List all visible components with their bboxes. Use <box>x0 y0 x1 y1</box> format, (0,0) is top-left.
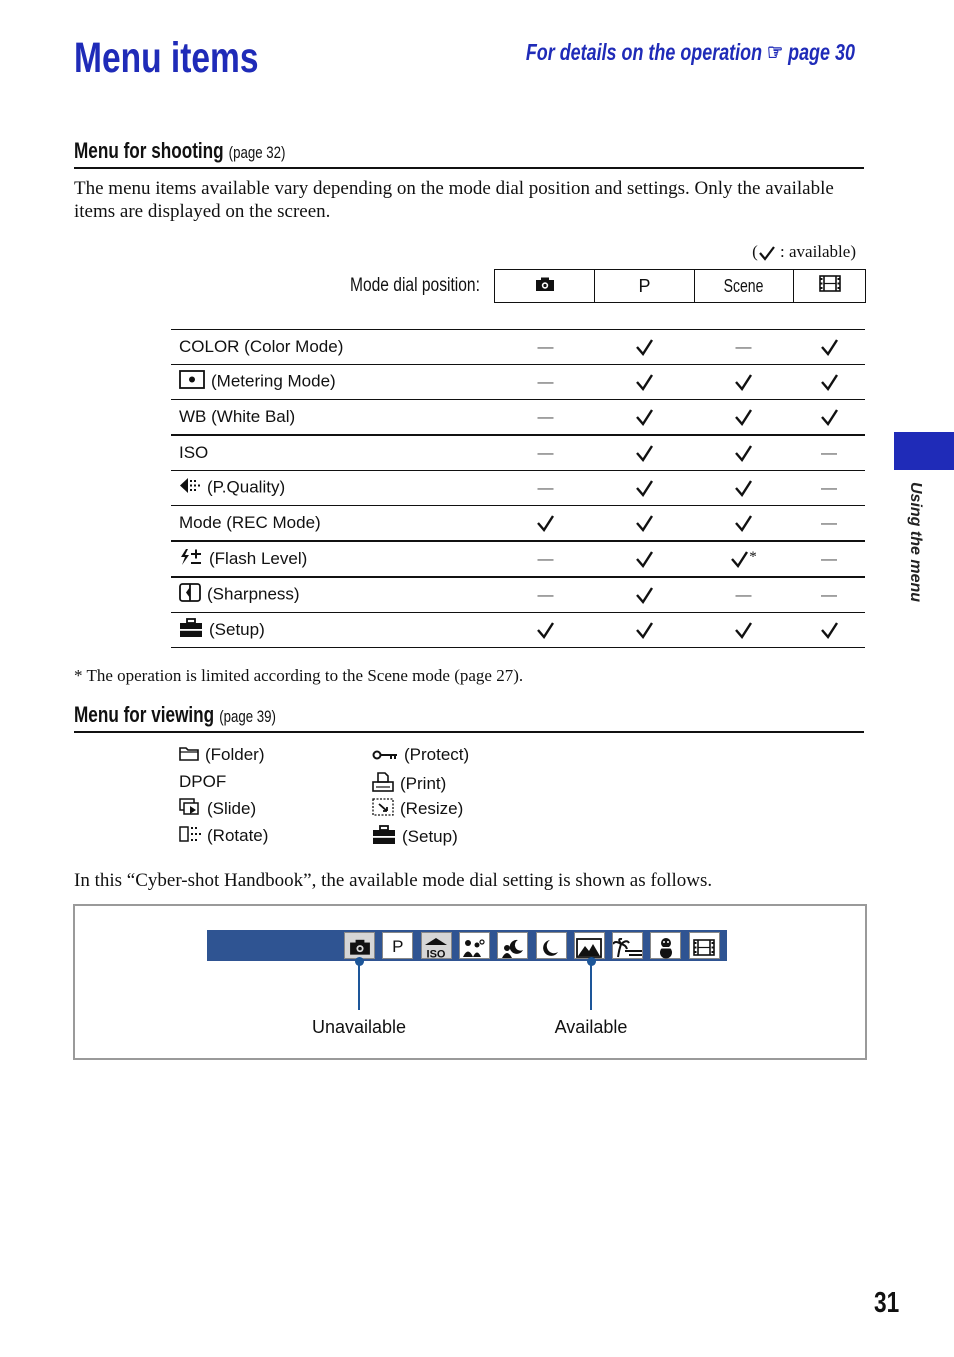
availability-cell <box>595 541 694 577</box>
check-icon <box>635 550 654 569</box>
mode-dial-cell <box>612 932 643 959</box>
availability-cell <box>694 435 793 471</box>
check-icon <box>734 408 753 427</box>
page-title: Menu items <box>74 34 259 82</box>
availability-cell <box>694 400 793 436</box>
footnote: * The operation is limited according to the Scene mode (page 27). <box>74 666 524 685</box>
print-icon <box>372 772 394 797</box>
check-icon <box>758 245 776 262</box>
availability-cell <box>595 330 694 365</box>
table-row <box>171 471 865 506</box>
viewing-menu-heading: Menu for viewing (page 39) <box>74 702 864 733</box>
menu-item-label: (Flash Level) <box>209 548 308 568</box>
movie-icon <box>819 275 841 292</box>
availability-cell <box>793 400 865 436</box>
mode-movie <box>794 270 866 303</box>
mode-dial-cell <box>650 932 681 959</box>
mode-dial-label: Mode dial position: <box>350 275 480 296</box>
unavailable-dash: — <box>537 445 554 462</box>
menu-item-label: Mode (REC Mode) <box>179 513 321 532</box>
rotate-icon <box>179 825 201 848</box>
mode-dial-cell-label: P <box>392 937 404 956</box>
mode-auto <box>495 270 595 303</box>
landscape-icon <box>576 938 602 958</box>
list-item <box>179 772 226 792</box>
unavailable-dash: — <box>537 587 554 604</box>
availability-cell <box>496 400 595 436</box>
availability-cell <box>595 506 694 542</box>
check-icon <box>536 621 555 640</box>
check-icon <box>734 444 753 463</box>
availability-cell <box>694 613 793 648</box>
footnote-marker: * <box>749 548 757 565</box>
check-icon <box>820 373 839 392</box>
available-label: Available <box>554 1017 628 1037</box>
table-row <box>171 506 865 542</box>
list-item <box>372 798 463 821</box>
soft-snap-icon <box>462 938 486 958</box>
side-tab-label: Using the menu <box>907 482 924 603</box>
availability-cell <box>694 330 793 365</box>
list-item <box>372 825 458 850</box>
availability-cell <box>694 365 793 400</box>
check-icon <box>734 514 753 533</box>
table-row <box>171 541 865 577</box>
menu-item-name <box>171 541 496 577</box>
list-item-label: (Resize) <box>400 798 464 818</box>
list-item <box>179 745 265 766</box>
unavailable-dash: — <box>537 551 554 568</box>
slide-icon <box>179 798 201 821</box>
mode-dial-bar <box>207 930 727 961</box>
check-icon <box>635 444 654 463</box>
availability-cell <box>496 577 595 613</box>
setup-icon <box>179 618 203 643</box>
snow-icon <box>656 937 676 959</box>
protect-icon <box>372 746 398 766</box>
side-tab-marker <box>894 432 954 470</box>
check-icon <box>635 373 654 392</box>
menu-item-label: (Sharpness) <box>207 584 300 604</box>
check-icon <box>635 621 654 640</box>
unavailable-dash: — <box>821 445 837 462</box>
menu-item-name <box>171 400 496 436</box>
mode-dial-cell <box>344 932 375 959</box>
availability-cell <box>793 365 865 400</box>
twilight-portrait-icon <box>501 938 525 958</box>
availability-legend: ( : available) <box>752 242 856 261</box>
unavailable-dash: — <box>735 587 752 604</box>
availability-cell <box>496 613 595 648</box>
pointer-line <box>358 962 360 1010</box>
unavailable-dash: — <box>821 587 837 604</box>
list-item-label: (Protect) <box>404 745 470 764</box>
availability-cell <box>496 330 595 365</box>
handbook-note: In this “Cyber-shot Handbook”, the available mode dial setting is shown as follows. <box>74 870 713 891</box>
high-sensitivity-icon <box>423 937 449 959</box>
operation-reference: For details on the operation ☞ page 30 <box>525 39 855 65</box>
list-item-label: (Print) <box>400 773 447 793</box>
menu-item-label: WB (White Bal) <box>179 407 296 426</box>
pointer-line <box>590 962 592 1010</box>
list-item <box>179 825 268 848</box>
availability-cell <box>793 435 865 471</box>
availability-cell <box>793 506 865 542</box>
availability-cell <box>694 577 793 613</box>
unavailable-dash: — <box>821 515 837 532</box>
mode-dial-cell <box>459 932 490 959</box>
svg-text:ISO: ISO <box>426 948 446 959</box>
unavailable-dash: — <box>735 339 752 356</box>
table-row <box>171 577 865 613</box>
table-row <box>171 435 865 471</box>
check-icon <box>820 338 839 357</box>
mode-dial-cell <box>689 932 720 959</box>
check-icon <box>734 373 753 392</box>
check-icon <box>536 514 555 533</box>
availability-cell <box>496 365 595 400</box>
availability-cell <box>496 541 595 577</box>
check-icon <box>635 514 654 533</box>
resize-icon <box>372 798 394 821</box>
availability-cell <box>793 613 865 648</box>
availability-cell <box>793 541 865 577</box>
table-row <box>171 400 865 436</box>
unavailable-dash: — <box>821 480 837 497</box>
page-number: 31 <box>873 1287 899 1319</box>
availability-cell <box>595 435 694 471</box>
camera-icon <box>535 277 555 292</box>
check-icon <box>730 550 749 569</box>
check-icon <box>734 479 753 498</box>
menu-item-name <box>171 365 496 400</box>
unavailable-dash: — <box>537 480 554 497</box>
check-icon <box>820 408 839 427</box>
unavailable-dash: — <box>537 409 554 426</box>
availability-cell <box>496 435 595 471</box>
beach-icon <box>613 938 643 958</box>
picture-quality-icon <box>179 477 201 499</box>
mode-dial-example-box <box>73 904 867 1060</box>
unavailable-dash: — <box>537 374 554 391</box>
menu-item-name <box>171 506 496 542</box>
availability-cell <box>595 471 694 506</box>
table-row <box>171 330 865 365</box>
menu-item-name <box>171 435 496 471</box>
unavailable-label: Unavailable <box>311 1017 407 1037</box>
menu-item-label: ISO <box>179 443 209 462</box>
menu-item-label: (P.Quality) <box>207 477 286 497</box>
camera-icon <box>349 939 371 956</box>
table-row <box>171 365 865 400</box>
list-item <box>372 772 446 797</box>
folder-icon <box>179 745 199 766</box>
list-item-label: (Setup) <box>402 826 458 846</box>
check-icon <box>734 621 753 640</box>
flash-level-icon <box>179 548 203 571</box>
menu-item-name <box>171 613 496 648</box>
sharpness-icon <box>179 583 201 607</box>
list-item-label: (Folder) <box>205 745 265 764</box>
availability-cell <box>595 365 694 400</box>
mode-dial-cell <box>497 932 528 959</box>
setup-icon <box>372 825 396 850</box>
availability-cell <box>694 471 793 506</box>
check-icon <box>820 621 839 640</box>
table-row <box>171 613 865 648</box>
menu-item-label: (Setup) <box>209 619 265 639</box>
mode-program: P <box>595 270 695 303</box>
check-icon <box>635 338 654 357</box>
check-icon <box>635 479 654 498</box>
availability-cell <box>793 577 865 613</box>
check-icon <box>635 586 654 605</box>
list-item <box>372 745 469 766</box>
unavailable-dash: — <box>821 551 837 568</box>
check-icon <box>635 408 654 427</box>
availability-cell <box>694 541 793 577</box>
mode-dial-cell <box>382 932 413 959</box>
availability-cell <box>793 471 865 506</box>
mode-dial-cell <box>574 932 605 959</box>
menu-item-name <box>171 577 496 613</box>
availability-cell <box>496 471 595 506</box>
mode-scene: Scene <box>695 270 794 303</box>
mode-dial-table <box>494 269 866 303</box>
unavailable-dash: — <box>537 339 554 356</box>
menu-item-label: COLOR (Color Mode) <box>179 337 344 356</box>
availability-cell <box>793 330 865 365</box>
twilight-icon <box>541 938 561 958</box>
menu-item-name <box>171 471 496 506</box>
menu-item-name <box>171 330 496 365</box>
movie-icon <box>693 939 715 956</box>
availability-cell <box>496 506 595 542</box>
shooting-intro-text: The menu items available vary depending on the mode dial position and settings. Only the available items are displayed on the screen. <box>74 178 834 222</box>
mode-dial-cell <box>536 932 567 959</box>
availability-cell <box>595 577 694 613</box>
pointing-hand-icon: ☞ <box>767 39 784 65</box>
shooting-menu-table <box>171 329 865 648</box>
list-item-label: (Slide) <box>207 798 257 818</box>
list-item-label: DPOF <box>179 771 227 791</box>
availability-cell <box>595 400 694 436</box>
availability-cell <box>595 613 694 648</box>
list-item <box>179 798 256 821</box>
shooting-menu-heading: Menu for shooting (page 32) <box>74 138 864 169</box>
mode-dial-cell <box>421 932 452 959</box>
list-item-label: (Rotate) <box>207 825 269 845</box>
menu-item-label: (Metering Mode) <box>211 371 336 391</box>
metering-mode-icon <box>179 370 205 394</box>
availability-cell <box>694 506 793 542</box>
